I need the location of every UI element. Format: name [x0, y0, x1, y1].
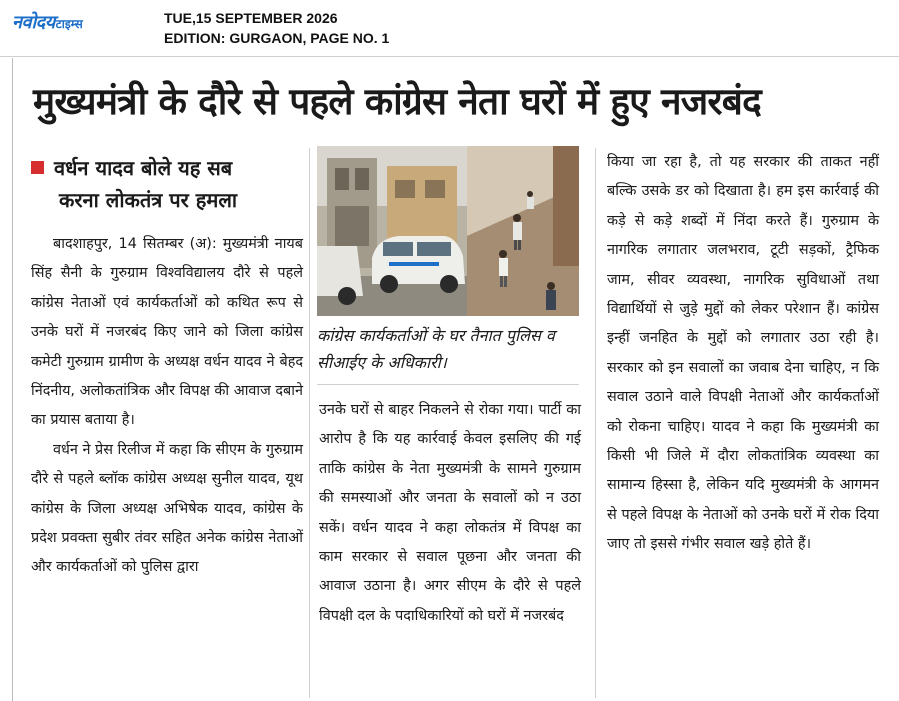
article-subheading [31, 152, 311, 216]
article-column-1 [31, 230, 303, 583]
newspaper-logo[interactable] [12, 10, 83, 36]
logo-sub-text: टाइम्स [55, 17, 83, 31]
article-photo [317, 146, 579, 316]
column-divider-2 [595, 148, 596, 698]
article-headline: मुख्यमंत्री के दौरे से पहले कांग्रेस नेता घरों में हुए नजरबंद [33, 80, 761, 123]
col3-paragraph: किया जा रहा है, तो यह सरकार की ताकत नहीं बल्कि उसके डर को दिखाता है। हम इस कार्रवाई की कड़े से कड़े शब्दों में निंदा करते हैं। गुरुग्राम के नागरिक लगातार जलभराव, टूटी सड़कों, ट्रैफिक जाम, सीवर व्यवस्था, नागरिक सुविधाओं तथा विद्यार्थियों से जुड़े मुद्दों को लेकर परेशान हैं। कांग्रेस इन्हीं जनहित के मुद्दों को लगातार उठा रही है। सरकार को इन सवालों का जवाब देना चाहिए, न कि सवाल उठाने वाले विपक्षी नेताओं और कार्यकर्ताओं को रोकना चाहिए। यादव ने कहा कि मुख्यमंत्री का किसी भी जिले में दौरा लोकतांत्रिक व्यवस्था का सामान्य हिस्सा है, लेकिन यदि मुख्यमंत्री के आगमन से पहले विपक्ष के नेताओं को उनके घरों में रोक दिया जाए तो इससे गंभीर सवाल खड़े होते हैं। [607, 154, 879, 553]
col1-paragraph-2: वर्धन ने प्रेस रिलीज में कहा कि सीएम के गुरुग्राम दौरे से पहले ब्लॉक कांग्रेस अध्यक्ष सुनील यादव, यूथ कांग्रेस के जिला अध्यक्ष अभिषेक यादव, कांग्रेस के प्रदेश प्रवक्ता सुबीर तंवर सहित अनेक कांग्रेस नेताओं और कार्यकर्ताओं को पुलिस द्वारा [31, 441, 303, 576]
column-divider [309, 148, 310, 698]
police-at-houses-photo [317, 146, 579, 316]
col1-paragraph-1: बादशाहपुर, 14 सितम्बर (अ): मुख्यमंत्री नायब सिंह सैनी के गुरुग्राम विश्वविद्यालय दौरे से पहले कांग्रेस नेताओं एवं कार्यकर्ताओं को कथित रूप से उनके घरों में नजरबंद किए जाने को जिला कांग्रेस कमेटी गुरुग्राम ग्रामीण के अध्यक्ष वर्धन यादव ने बेहद निंदनीय, अलोकतांत्रिक और विपक्ष की आवाज दबाने का प्रयास बताया है। [31, 236, 303, 429]
logo-main-text: नवोदय [12, 12, 55, 33]
subhead-line-2: करना लोकतंत्र पर हमला [59, 188, 238, 212]
caption-rule [317, 384, 579, 385]
article-column-3 [607, 148, 879, 560]
photo-caption: कांग्रेस कार्यकर्ताओं के घर तैनात पुलिस व सीआईए के अधिकारी। [317, 326, 555, 372]
edition-name: EDITION: GURGAON, PAGE NO. 1 [164, 30, 390, 46]
edition-meta [164, 8, 389, 48]
edition-header [0, 0, 899, 57]
subhead-line-1: वर्धन यादव बोले यह सब [54, 156, 233, 180]
article-column-2 [319, 396, 581, 631]
page-clip [12, 58, 899, 701]
edition-date: TUE,15 SEPTEMBER 2026 [164, 10, 338, 26]
col2-paragraph: उनके घरों से बाहर निकलने से रोका गया। पार्टी का आरोप है कि यह कार्रवाई केवल इसलिए की गई ताकि कांग्रेस के नेता मुख्यमंत्री के सामने गुरुग्राम की समस्याओं और जनता के सवालों को न उठा सकें। वर्धन यादव ने कहा लोकतंत्र में विपक्ष का काम सरकार से सवाल पूछना और जनता की आवाज उठाना है। अगर सीएम के दौरे से पहले विपक्षी दल के पदाधिकारियों को घरों में नजरबंद [319, 402, 581, 624]
bullet-square-icon [31, 161, 44, 174]
